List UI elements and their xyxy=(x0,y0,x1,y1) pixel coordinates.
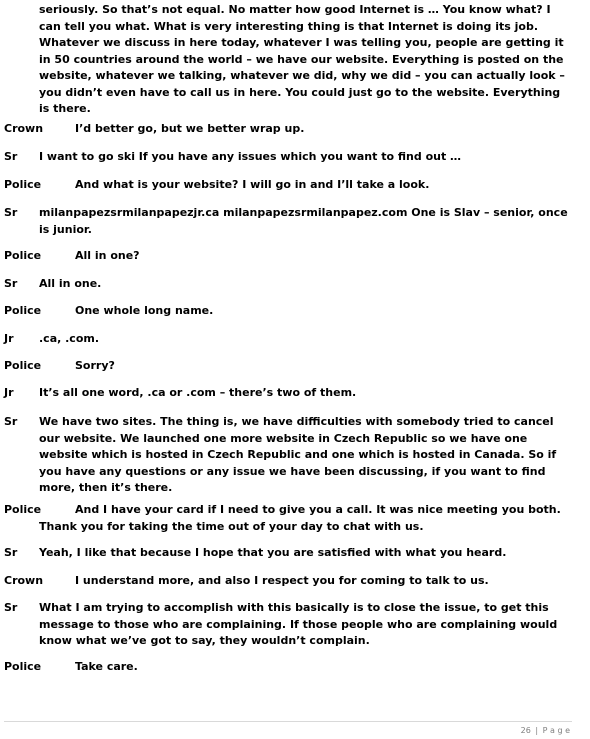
transcript-line xyxy=(4,659,570,676)
speaker-label: Police xyxy=(4,359,42,372)
line-text: We have two sites. The thing is, we have difficulties with somebody tried to cancel our website. We launched one more website in Czech Republic so we have one website which is hosted in Czech Republic and one which is hosted in Canada. So if you have any questions or any issue we have been discussing, if you want to find more, then it’s there. xyxy=(39,415,557,494)
transcript-line xyxy=(4,303,570,320)
speaker-label: Sr xyxy=(4,277,18,290)
speaker-label: Jr xyxy=(4,332,14,345)
footer-separator: | xyxy=(535,726,539,735)
transcript-line xyxy=(4,177,570,194)
line-text: All in one. xyxy=(39,277,102,290)
transcript-line xyxy=(4,414,570,497)
transcript-line xyxy=(4,2,570,118)
transcript-line xyxy=(4,149,570,166)
line-text: It’s all one word, .ca or .com – there’s two of them. xyxy=(39,386,357,399)
page-number: 26 xyxy=(520,726,531,735)
transcript-line xyxy=(4,600,570,650)
speaker-label: Jr xyxy=(4,386,14,399)
line-text: I’d better go, but we better wrap up. xyxy=(75,122,305,135)
transcript-line xyxy=(4,205,570,238)
page-footer xyxy=(521,726,570,735)
line-text: All in one? xyxy=(75,249,140,262)
transcript-line xyxy=(4,331,570,348)
speaker-label: Crown xyxy=(4,574,44,587)
line-text: One whole long name. xyxy=(75,304,214,317)
transcript-line xyxy=(4,248,570,265)
transcript-line xyxy=(4,573,570,590)
line-text: Take care. xyxy=(75,660,138,673)
transcript-line xyxy=(4,358,570,375)
transcript-line xyxy=(4,385,570,402)
speaker-label: Police xyxy=(4,660,42,673)
speaker-label: Sr xyxy=(4,601,18,614)
line-text: I want to go ski If you have any issues which you want to find out … xyxy=(39,150,462,163)
speaker-label: Sr xyxy=(4,206,18,219)
page-label: P a g e xyxy=(542,726,570,735)
line-text: milanpapezsrmilanpapezjr.ca milanpapezsrmilanpapez.com One is Slav – senior, once is junior. xyxy=(39,206,568,236)
speaker-label: Crown xyxy=(4,122,44,135)
speaker-label: Sr xyxy=(4,415,18,428)
speaker-label: Sr xyxy=(4,150,18,163)
speaker-label: Police xyxy=(4,304,42,317)
transcript-line xyxy=(4,502,570,535)
line-text: Yeah, I like that because I hope that you are satisfied with what you heard. xyxy=(39,546,507,559)
speaker-label: Sr xyxy=(4,546,18,559)
transcript-line xyxy=(4,121,570,138)
footer-divider xyxy=(4,721,572,722)
speaker-label: Police xyxy=(4,178,42,191)
speaker-label: Police xyxy=(4,503,42,516)
transcript-line xyxy=(4,276,570,293)
transcript-line xyxy=(4,545,570,562)
line-text: Sorry? xyxy=(75,359,115,372)
line-text: And I have your card if I need to give you a call. It was nice meeting you both. Thank you for taking the time out of your day to chat with us. xyxy=(39,503,561,533)
line-text: And what is your website? I will go in and I’ll take a look. xyxy=(75,178,430,191)
line-text: seriously. So that’s not equal. No matter how good Internet is … You know what? I can tell you what. What is very interesting thing is that Internet is doing its job. Whatever we discuss in here today, whatever I was telling you, people are getting it in 50 countries around the world – we have our website. Everything is posted on the website, whatever we talking, whatever we did, why we did – you can actually look – you didn’t even have to call us in here. You could just go to the website. Everything is there. xyxy=(39,3,565,115)
speaker-label: Police xyxy=(4,249,42,262)
line-text: .ca, .com. xyxy=(39,332,100,345)
line-text: What I am trying to accomplish with this basically is to close the issue, to get this message to those who are complaining. If those people who are complaining would know what we’ve got to say, they wouldn’t complain. xyxy=(39,601,558,647)
line-text: I understand more, and also I respect you for coming to talk to us. xyxy=(75,574,489,587)
